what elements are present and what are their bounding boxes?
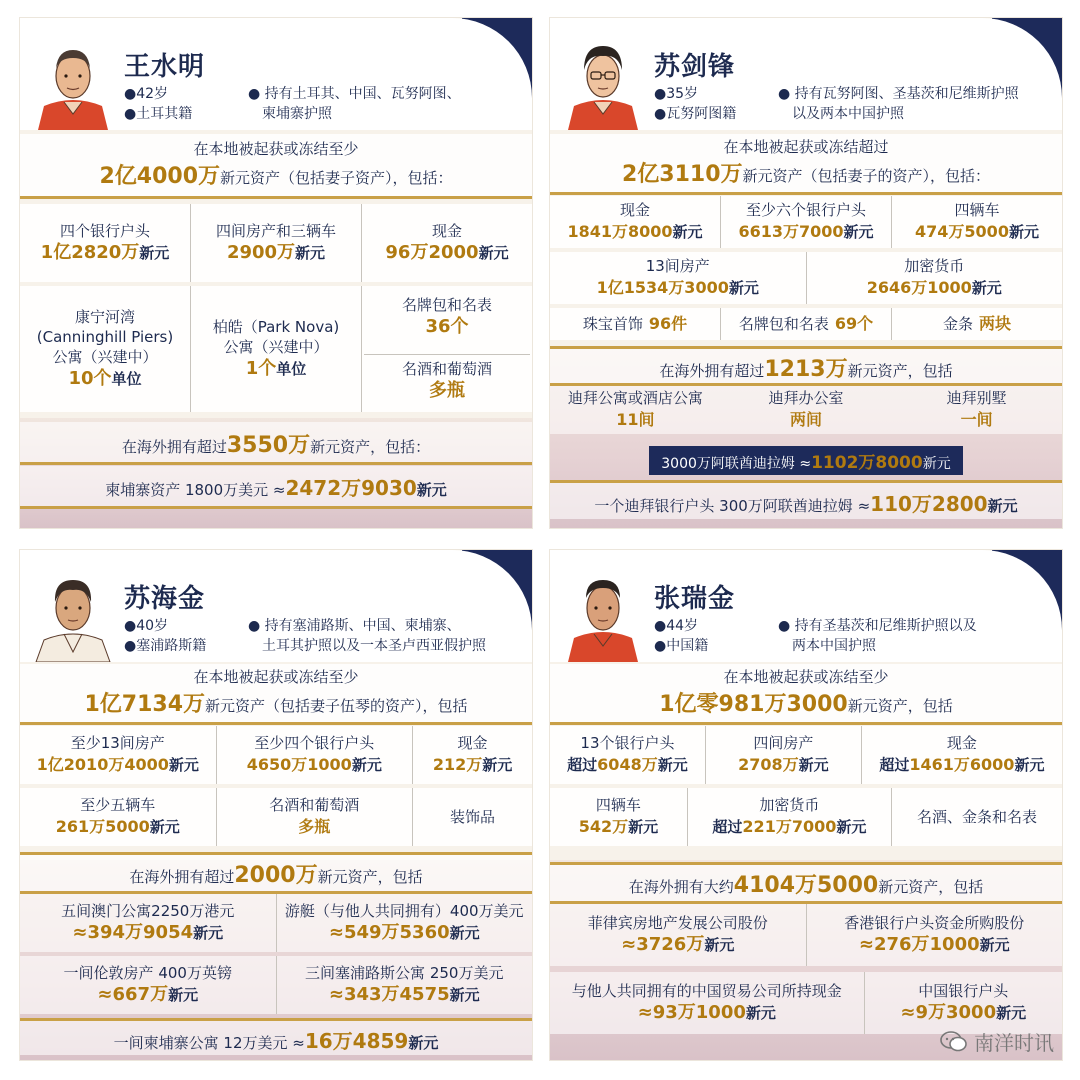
overseas-summary [20, 852, 532, 894]
asset-cell [20, 204, 191, 282]
local-suffix: 新元资产（包括妻子资产），包括： [220, 169, 453, 187]
overseas-value: 一间 [960, 410, 993, 429]
asset-label: 至少13间房产 [70, 734, 165, 752]
overseas-suffix: 新元资产，包括 [317, 868, 423, 886]
person-meta [124, 84, 192, 124]
overseas-unit: 新元 [449, 924, 480, 942]
asset-unit: 新元 [1008, 223, 1039, 241]
asset-value: 1亿2010万4000 [36, 755, 169, 774]
asset-cell [217, 726, 414, 784]
asset-value: 2900万 [226, 242, 296, 263]
asset-value: 36个 [425, 316, 469, 338]
asset-cell [191, 204, 362, 282]
asset-unit: 新元 [728, 279, 759, 297]
asset-value: 1亿2820万 [40, 242, 140, 263]
asset-cell [721, 196, 892, 248]
asset-label: 四个银行户头 [59, 222, 150, 240]
asset-row [550, 788, 1062, 846]
overseas-unit: 新元 [704, 936, 735, 954]
overseas-value: 3726万 [636, 934, 705, 955]
local-intro: 在本地被起获或冻结至少 [723, 668, 889, 686]
asset-cell [20, 788, 217, 846]
asset-value: 221万7000 [742, 817, 837, 836]
passport-line: 两本中国护照 [792, 638, 876, 654]
asset-row [20, 726, 532, 784]
overseas-value: 两间 [790, 410, 823, 429]
overseas-item-unit: 新元 [416, 481, 447, 499]
overseas-value: 343万4575 [343, 984, 450, 1005]
asset-unit: 新元 [351, 756, 382, 774]
asset-label: 珠宝首饰 [582, 315, 643, 333]
passport-line: 柬埔寨护照 [262, 106, 332, 122]
passport-line: 土耳其护照以及一本圣卢西亚假护照 [262, 638, 486, 654]
overseas-item-value: 2472万9030 [285, 476, 417, 500]
local-amount: 2亿3110万 [621, 162, 743, 187]
asset-unit: 新元 [628, 818, 659, 836]
overseas-label: 菲律宾房地产发展公司股份 [587, 914, 768, 932]
asset-value: 69个 [834, 314, 874, 333]
asset-prefix: 超过 [567, 756, 598, 774]
asset-value: 多瓶 [298, 817, 331, 836]
overseas-cell: 一间伦敦房产 400万英镑 ≈667万新元 [20, 956, 277, 1014]
asset-value: 2708万 [738, 755, 799, 774]
passport-line: ● 持有圣基茨和尼维斯护照以及 [778, 618, 977, 634]
overseas-value: 549万5360 [343, 922, 450, 943]
bank-value: 110万2800 [870, 492, 988, 516]
asset-value: 212万 [432, 755, 483, 774]
overseas-suffix: 新元资产，包括 [878, 878, 984, 896]
asset-unit: 新元 [657, 756, 688, 774]
passport-line: ● 持有瓦努阿图、圣基茨和尼维斯护照 [778, 86, 1019, 102]
asset-label: 名酒和葡萄酒 [269, 796, 360, 814]
asset-label: 至少六个银行户头 [745, 201, 866, 219]
overseas-amount: 1213万 [764, 357, 848, 382]
asset-value: 6613万7000 [738, 222, 844, 241]
asset-value: 1个 [245, 358, 277, 379]
passport-line: 以及两本中国护照 [792, 106, 904, 122]
person-nationality: ●土耳其籍 [124, 106, 193, 122]
asset-value: 542万 [578, 817, 629, 836]
asset-cell [191, 286, 362, 412]
overseas-intro: 在海外拥有超过 [129, 868, 235, 886]
asset-unit: 新元 [295, 244, 326, 262]
asset-unit: 新元 [139, 244, 170, 262]
asset-cell [413, 788, 532, 846]
overseas-label: 五间澳门公寓2250万港元 [61, 902, 235, 920]
overseas-unit: 新元 [979, 936, 1010, 954]
overseas-label: 中国银行户头 [918, 982, 1009, 1000]
overseas-summary [20, 422, 532, 465]
asset-unit: 新元 [971, 279, 1002, 297]
passport-line: ● 持有土耳其、中国、瓦努阿图、 [248, 86, 461, 102]
asset-row [550, 308, 1062, 340]
asset-label: 名牌包和名表 [401, 296, 492, 315]
asset-cell [20, 286, 191, 412]
asset-cell [550, 252, 807, 304]
asset-label: 13间房产 [645, 257, 710, 275]
overseas-cell: 菲律宾房地产发展公司股份 ≈3726万新元 [550, 904, 807, 966]
asset-unit: 新元 [168, 756, 199, 774]
card-su-jianfeng [550, 18, 1062, 528]
asset-label: 至少四个银行户头 [254, 734, 375, 752]
passport-info [778, 84, 1058, 124]
overseas-cell: 中国银行户头 ≈9万3000新元 [865, 972, 1062, 1034]
overseas-value: 9万3000 [915, 1002, 997, 1023]
overseas-label: 迪拜办公室 [768, 389, 844, 407]
asset-value: 多瓶 [429, 379, 465, 401]
bank-unit: 新元 [987, 497, 1018, 515]
person-name: 苏剑锋 [654, 52, 736, 82]
strip-label: 3000万阿联酋迪拉姆 ≈ [661, 456, 812, 472]
overseas-label: 游艇（与他人共同拥有）400万美元 [284, 902, 524, 920]
overseas-unit: 新元 [745, 1004, 776, 1022]
asset-label: 装饰品 [450, 808, 496, 826]
asset-value: 2646万1000 [866, 278, 972, 297]
portrait-illustration [564, 568, 642, 662]
bank-label: 一个迪拜银行户头 300万阿联酋迪拉姆 ≈ [594, 497, 871, 515]
overseas-summary [550, 346, 1062, 386]
dirham-strip [550, 446, 1062, 475]
local-assets-summary [550, 134, 1062, 195]
overseas-summary [550, 862, 1062, 904]
overseas-value: 276万1000 [873, 934, 980, 955]
asset-unit: 新元 [1014, 756, 1045, 774]
asset-cell [892, 308, 1062, 340]
asset-cell [413, 726, 532, 784]
passport-info [778, 616, 1058, 656]
portrait-illustration [34, 36, 112, 130]
overseas-unit: 新元 [996, 1004, 1027, 1022]
overseas-cell [550, 386, 721, 434]
asset-row [550, 252, 1062, 304]
asset-value: 1亿1534万3000 [596, 278, 729, 297]
overseas-row [550, 972, 1062, 1034]
asset-value: 474万5000 [915, 222, 1009, 241]
asset-cell [862, 726, 1062, 784]
asset-label: 公寓（兴建中） [52, 348, 158, 366]
asset-row [550, 726, 1062, 784]
overseas-row [550, 386, 1062, 434]
dirham-strip-box [649, 446, 962, 475]
overseas-cell: 游艇（与他人共同拥有）400万美元 ≈549万5360新元 [277, 894, 533, 952]
overseas-label: 与他人共同拥有的中国贸易公司所持现金 [571, 982, 842, 1000]
local-amount: 2亿4000万 [99, 164, 221, 189]
asset-label: 四间房产和三辆车 [215, 222, 336, 240]
local-assets-summary [550, 664, 1062, 725]
asset-cell [706, 726, 862, 784]
card-zhang-ruijin [550, 550, 1062, 1060]
overseas-cell: 与他人共同拥有的中国贸易公司所持现金 ≈93万1000新元 [550, 972, 865, 1034]
local-amount: 1亿零981万3000 [659, 692, 848, 717]
asset-value: 两块 [979, 314, 1012, 333]
asset-cell [217, 788, 414, 846]
asset-value: 4650万1000 [246, 755, 352, 774]
asset-cell [550, 788, 688, 846]
overseas-label: 香港银行户头资金所购股份 [844, 914, 1025, 932]
portrait-illustration [34, 568, 112, 662]
overseas-label: 三间塞浦路斯公寓 250万美元 [305, 964, 504, 982]
overseas-label: 迪拜公寓或酒店公寓 [567, 389, 703, 407]
watermark [940, 1027, 1054, 1056]
overseas-amount: 4104万5000 [733, 873, 879, 898]
overseas-row [550, 904, 1062, 966]
overseas-row [20, 956, 532, 1014]
local-intro: 在本地被起获或冻结至少 [193, 140, 359, 158]
local-intro: 在本地被起获或冻结至少 [193, 668, 359, 686]
asset-label: 至少五辆车 [80, 796, 156, 814]
strip-unit: 新元 [922, 456, 951, 472]
asset-value: 6048万 [597, 755, 658, 774]
asset-label: 名牌包和名表 [738, 315, 829, 333]
local-assets-summary [20, 134, 532, 199]
overseas-label: 一间伦敦房产 400万英镑 [63, 964, 232, 982]
person-age: ●40岁 [124, 618, 169, 634]
last-item-label: 一间柬埔寨公寓 12万美元 ≈ [113, 1034, 305, 1052]
overseas-cell: 香港银行户头资金所购股份 ≈276万1000新元 [807, 904, 1063, 966]
asset-row [550, 196, 1062, 248]
asset-unit: 新元 [798, 756, 829, 774]
overseas-value: 667万 [112, 984, 169, 1005]
overseas-cell [721, 386, 892, 434]
asset-label: 加密货币 [759, 796, 820, 814]
wechat-icon [940, 1031, 968, 1053]
last-item-value: 16万4859 [304, 1029, 409, 1053]
local-suffix: 新元资产（包括妻子伍琴的资产），包括 [205, 697, 468, 715]
asset-label: 13个银行户头 [580, 734, 675, 752]
asset-value: 1841万8000 [567, 222, 673, 241]
asset-label: 柏皓（Park Nova) [212, 318, 340, 336]
local-assets-summary [20, 664, 532, 725]
asset-value: 261万5000 [55, 817, 150, 836]
asset-row [20, 204, 532, 282]
overseas-unit: 新元 [449, 986, 480, 1004]
person-name: 苏海金 [124, 584, 206, 614]
asset-unit: 单位 [111, 370, 142, 388]
person-nationality: ●塞浦路斯籍 [124, 638, 207, 654]
portrait-illustration [564, 36, 642, 130]
overseas-label: 迪拜别墅 [946, 389, 1007, 407]
asset-cell [892, 788, 1062, 846]
asset-label: 现金 [946, 734, 977, 752]
card-wang-shuiming [20, 18, 532, 528]
overseas-item-label: 柬埔寨资产 1800万美元 ≈ [105, 481, 286, 499]
asset-label: 现金 [619, 201, 650, 219]
asset-cell [362, 204, 532, 282]
asset-unit: 新元 [836, 818, 867, 836]
overseas-intro: 在海外拥有超过 [121, 438, 227, 456]
asset-row [20, 788, 532, 846]
asset-value: 1461万6000 [909, 755, 1015, 774]
overseas-amount: 2000万 [234, 863, 318, 888]
passport-info [248, 616, 528, 656]
person-name: 王水明 [124, 52, 206, 82]
overseas-value: 11间 [616, 410, 655, 429]
asset-label: 公寓（兴建中） [223, 338, 329, 356]
local-suffix: 新元资产，包括 [847, 697, 953, 715]
asset-cell [362, 286, 532, 412]
overseas-suffix: 新元资产，包括： [310, 438, 431, 456]
asset-unit: 新元 [149, 818, 180, 836]
asset-value: 96万2000 [385, 242, 479, 263]
asset-label: 名酒、金条和名表 [916, 808, 1037, 826]
strip-value: 1102万8000 [811, 453, 923, 473]
person-age: ●42岁 [124, 86, 169, 102]
overseas-amount: 3550万 [226, 433, 311, 458]
overseas-unit: 新元 [168, 986, 199, 1004]
overseas-cell [891, 386, 1062, 434]
overseas-intro: 在海外拥有超过 [659, 362, 765, 380]
asset-unit: 单位 [276, 360, 307, 378]
person-meta [654, 616, 708, 656]
person-meta [654, 84, 736, 124]
asset-unit: 新元 [843, 223, 874, 241]
overseas-cell: 五间澳门公寓2250万港元 ≈394万9054新元 [20, 894, 277, 952]
overseas-last-item [20, 1018, 532, 1055]
asset-label: 四辆车 [595, 796, 641, 814]
person-age: ●35岁 [654, 86, 699, 102]
bank-item [550, 480, 1062, 519]
asset-unit: 新元 [672, 223, 703, 241]
overseas-intro: 在海外拥有大约 [628, 878, 734, 896]
asset-label: 康宁河湾 [74, 308, 135, 326]
asset-label: 现金 [457, 734, 488, 752]
asset-row [20, 286, 532, 412]
person-age: ●44岁 [654, 618, 699, 634]
asset-cell [807, 252, 1063, 304]
asset-prefix: 超过 [879, 756, 910, 774]
person-meta [124, 616, 206, 656]
local-amount: 1亿7134万 [84, 692, 206, 717]
passport-info [248, 84, 528, 124]
asset-cell [550, 196, 721, 248]
asset-value: 96件 [648, 314, 688, 333]
local-suffix: 新元资产（包括妻子的资产），包括： [742, 167, 991, 185]
asset-cell [688, 788, 892, 846]
person-nationality: ●中国籍 [654, 638, 709, 654]
asset-prefix: 超过 [712, 818, 743, 836]
overseas-cell: 三间塞浦路斯公寓 250万美元 ≈343万4575新元 [277, 956, 533, 1014]
asset-cell [550, 726, 706, 784]
asset-label: 现金 [431, 222, 462, 240]
asset-label: 名酒和葡萄酒 [401, 359, 492, 378]
passport-line: ● 持有塞浦路斯、中国、柬埔寨、 [248, 618, 461, 634]
asset-cell [20, 726, 217, 784]
watermark-text: 南洋时讯 [974, 1031, 1054, 1055]
asset-cell [892, 196, 1062, 248]
local-intro: 在本地被起获或冻结超过 [723, 138, 889, 156]
asset-label: 金条 [942, 315, 973, 333]
last-item-unit: 新元 [408, 1034, 439, 1052]
asset-label: 四辆车 [954, 201, 1000, 219]
overseas-value: 394万9054 [87, 922, 194, 943]
asset-label: 加密货币 [904, 257, 965, 275]
asset-unit: 新元 [478, 244, 509, 262]
asset-label: 四间房产 [753, 734, 814, 752]
person-name: 张瑞金 [654, 584, 736, 614]
asset-label: (Canninghill Piers) [36, 328, 174, 346]
card-su-haijin [20, 550, 532, 1060]
asset-unit: 新元 [482, 756, 513, 774]
asset-cell [550, 308, 721, 340]
overseas-suffix: 新元资产，包括 [847, 362, 953, 380]
person-nationality: ●瓦努阿图籍 [654, 106, 737, 122]
overseas-value: 93万1000 [652, 1002, 746, 1023]
overseas-item [20, 466, 532, 509]
asset-value: 10个 [68, 368, 112, 389]
overseas-row [20, 894, 532, 952]
asset-cell [721, 308, 892, 340]
overseas-unit: 新元 [193, 924, 224, 942]
